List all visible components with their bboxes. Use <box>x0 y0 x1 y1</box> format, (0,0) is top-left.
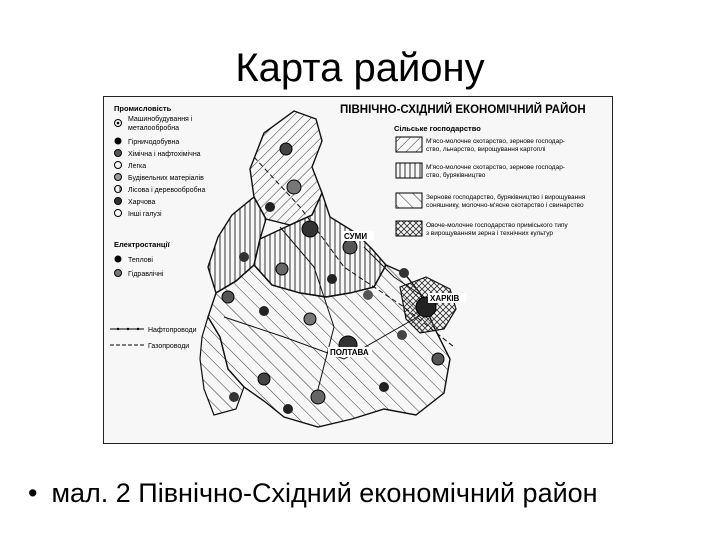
legend-item-label: Лісова і деревообробна <box>128 187 206 194</box>
legend-item-label: Машинобудування і <box>128 116 193 123</box>
legend-item-label: з вирощуванням зерна і технічних культур <box>426 230 553 237</box>
legend-item-label: ство, льнарство, вирощування картоплі <box>426 146 546 153</box>
legend-item-label: ство, буряківництво <box>426 172 486 179</box>
pattern-swatch-wide-diagonal <box>396 193 422 208</box>
legend-power <box>114 240 171 278</box>
pattern-swatch-vertical <box>396 163 422 178</box>
legend-item-label: М'ясо-молочне скотарство, зернове господар- <box>426 138 565 145</box>
legend-item-label: Будівельних матеріалів <box>128 175 204 182</box>
bullet-point: • <box>28 478 38 508</box>
legend-lines <box>110 327 197 350</box>
thermal-plant-icon <box>115 256 122 263</box>
legend-industry <box>114 104 205 218</box>
legend-item-label: металообробна <box>128 125 180 132</box>
caption-text: мал. 2 Північно-Східний економічний район <box>51 478 598 508</box>
city-label-poltava: ПОЛТАВА <box>330 348 369 357</box>
pattern-swatch-cross <box>396 221 422 236</box>
legend-item-label: Овоче-молочне господарство приміського типу <box>426 222 568 229</box>
other-industry-icon <box>115 210 122 217</box>
region-territory <box>200 111 456 427</box>
legend-agri <box>394 124 586 237</box>
building-materials-icon <box>115 174 122 181</box>
legend-industry-heading: Промисловість <box>114 104 172 113</box>
light-industry-icon <box>115 162 122 169</box>
food-industry-icon <box>115 198 122 205</box>
legend-item-label: Інші галузі <box>128 211 162 218</box>
city-label-kharkiv: ХАРКІВ <box>430 294 460 303</box>
legend-item-label: Легка <box>128 163 147 170</box>
region-map <box>103 96 613 444</box>
legend-item-label: соняшнику, молочно-м'ясне скотарство і свинарство <box>426 202 584 209</box>
legend-item-label: Гірничодобувна <box>128 139 180 146</box>
legend-power-heading: Електростанції <box>114 240 170 249</box>
forestry-icon <box>115 186 122 193</box>
slide-title: Карта району <box>235 46 485 90</box>
hydro-plant-icon <box>115 270 122 277</box>
legend-item-label: Теплові <box>128 257 153 264</box>
legend-item-label: Нафтопроводи <box>148 327 197 334</box>
legend-item-label: Зернове господарство, буряківництво і вирощування <box>426 194 586 201</box>
city-label-sumy: СУМИ <box>344 232 368 241</box>
legend-item-label: Харчова <box>128 199 156 206</box>
mining-icon <box>115 138 122 145</box>
map-title: ПІВНІЧНО-СХІДНИЙ ЕКОНОМІЧНИЙ РАЙОН <box>340 104 586 116</box>
legend-item-label: Гідравлічні <box>128 271 164 278</box>
legend-item-label: Газопроводи <box>148 343 190 350</box>
agri-zone-north <box>250 111 322 225</box>
slide-caption <box>28 476 598 510</box>
chemical-icon <box>115 150 122 157</box>
legend-item-label: М'ясо-молочне скотарство, зернове господар- <box>426 164 565 171</box>
legend-agri-heading: Сільське господарство <box>394 124 481 133</box>
legend-item-label: Хімічна і нафтохімічна <box>128 151 201 158</box>
pattern-swatch-diagonal <box>396 137 422 152</box>
